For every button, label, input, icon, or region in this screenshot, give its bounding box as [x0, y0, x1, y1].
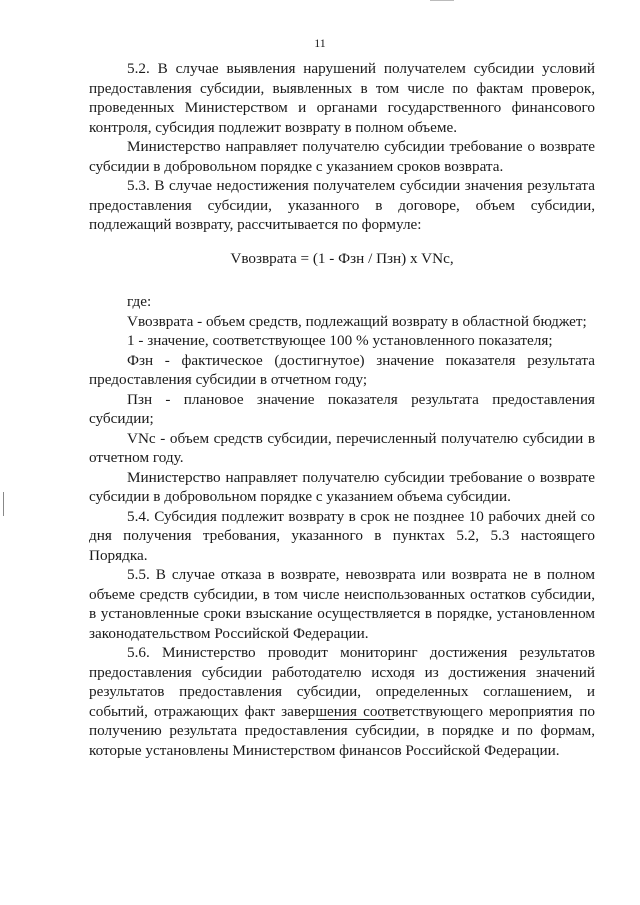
paragraph-5-4: 5.4. Субсидия подлежит возврату в срок не позднее 10 рабочих дней со дня получения требования, указанного в пунктах 5.2, 5.3 настоящего Порядка.	[89, 507, 595, 564]
paragraph-5-6: 5.6. Министерство проводит мониторинг достижения результатов предоставления субсидии работодателю исходя из достижения значений результатов предоставления субсидии, определенных соглашением, и событий, отражающих факт завершения соответствующего мероприятия по получению результата предоставления субсидии, в порядке и по формам, которые установлены Министерством финансов Российской Федерации.	[89, 644, 595, 759]
paragraph-5-5: 5.5. В случае отказа в возврате, невозврата или возврата не в полном объеме средств субсидии, в том числе неиспользованных остатков субсидии, в установленные сроки взыскание осуществляется в порядке, установленном законодательством Российской Федерации.	[89, 566, 595, 642]
scan-top-mark	[430, 0, 454, 1]
definition-fzn: Фзн - фактическое (достигнутое) значение показателя результата предоставления субсидии в отчетном году;	[89, 351, 595, 388]
paragraph-5-3-demand: Министерство направляет получателю субсидии требование о возврате субсидии в добровольном порядке с указанием объема субсидии.	[89, 468, 595, 505]
end-divider-line	[318, 719, 394, 720]
page-number: 11	[314, 36, 326, 50]
definition-vnc: VNс - объем средств субсидии, перечисленный получателю субсидии в отчетном году.	[89, 429, 595, 466]
paragraph-5-2-demand: Министерство направляет получателю субсидии требование о возврате субсидии в добровольном порядке с указанием сроков возврата.	[89, 138, 595, 175]
definition-one: 1 - значение, соответствующее 100 % установленного показателя;	[127, 332, 553, 349]
return-formula: Vвозврата = (1 - Фзн / Пзн) x VNс,	[230, 249, 454, 267]
document-body	[89, 59, 595, 760]
definition-pzn: Пзн - плановое значение показателя результата предоставления субсидии;	[89, 390, 595, 427]
definition-v-return: Vвозврата - объем средств, подлежащий возврату в областной бюджет;	[127, 312, 587, 330]
paragraph-5-2: 5.2. В случае выявления нарушений получателем субсидии условий предоставления субсидии, выявленных в том числе по фактам проверок, проведенных Министерством и органами государственного финансового контроля, субсидия подлежит возврату в полном объеме.	[89, 60, 595, 136]
scan-margin-mark	[3, 492, 4, 516]
formula-where-label: где:	[127, 293, 152, 310]
paragraph-5-3: 5.3. В случае недостижения получателем субсидии значения результата предоставления субсидии, указанного в договоре, объем субсидии, подлежащий возврату, рассчитывается по формуле:	[89, 177, 595, 233]
